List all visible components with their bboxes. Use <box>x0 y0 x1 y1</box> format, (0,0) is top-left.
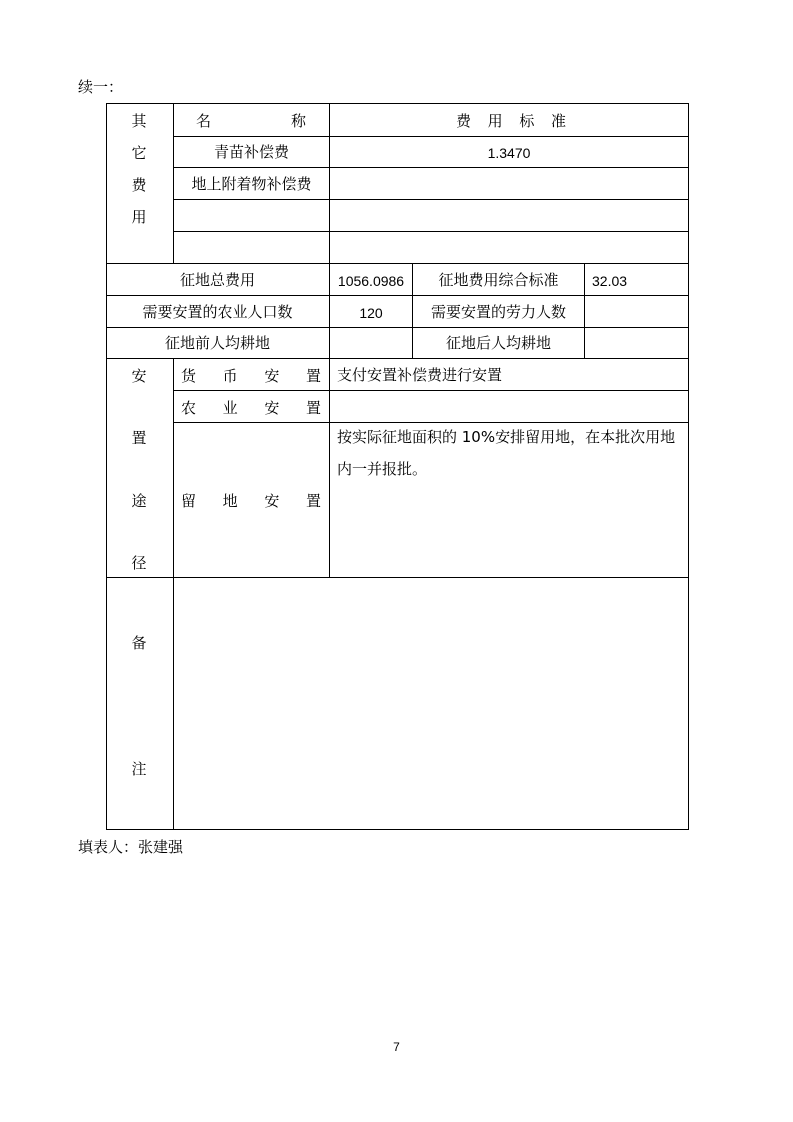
arable-before-label: 征地前人均耕地 <box>164 334 270 352</box>
agri-population-label: 需要安置的农业人口数 <box>142 303 293 321</box>
composite-standard-label: 征地费用综合标准 <box>438 271 559 289</box>
form-filler: 填表人：张建强 <box>78 838 184 856</box>
monetary-resettlement-value: 支付安置补偿费进行安置 <box>337 366 503 384</box>
fee-name-seedling: 青苗补偿费 <box>213 143 289 161</box>
labor-count-label: 需要安置的劳力人数 <box>430 303 566 321</box>
continued-label: 续一： <box>78 78 124 96</box>
monetary-resettlement-label: 货 币 安 置 <box>181 367 321 385</box>
page-number: 7 <box>393 1040 400 1054</box>
arable-after-label: 征地后人均耕地 <box>445 334 551 352</box>
column-header-name: 名 称 <box>196 112 306 130</box>
fee-name-attachments: 地上附着物补偿费 <box>191 175 312 193</box>
agri-population-value: 120 <box>359 305 383 321</box>
total-fee-label: 征地总费用 <box>179 271 255 289</box>
column-header-standard: 费 用 标 准 <box>456 112 566 130</box>
reserved-land-resettlement-value: 按实际征地面积的 10%安排留用地，在本批次用地内一并报批。 <box>337 428 676 478</box>
reserved-land-resettlement-label: 留 地 安 置 <box>181 492 321 510</box>
composite-standard-value: 32.03 <box>592 273 628 289</box>
fee-value-seedling: 1.3470 <box>487 145 531 161</box>
agricultural-resettlement-label: 农 业 安 置 <box>181 399 321 417</box>
total-fee-value: 1056.0986 <box>337 273 405 289</box>
